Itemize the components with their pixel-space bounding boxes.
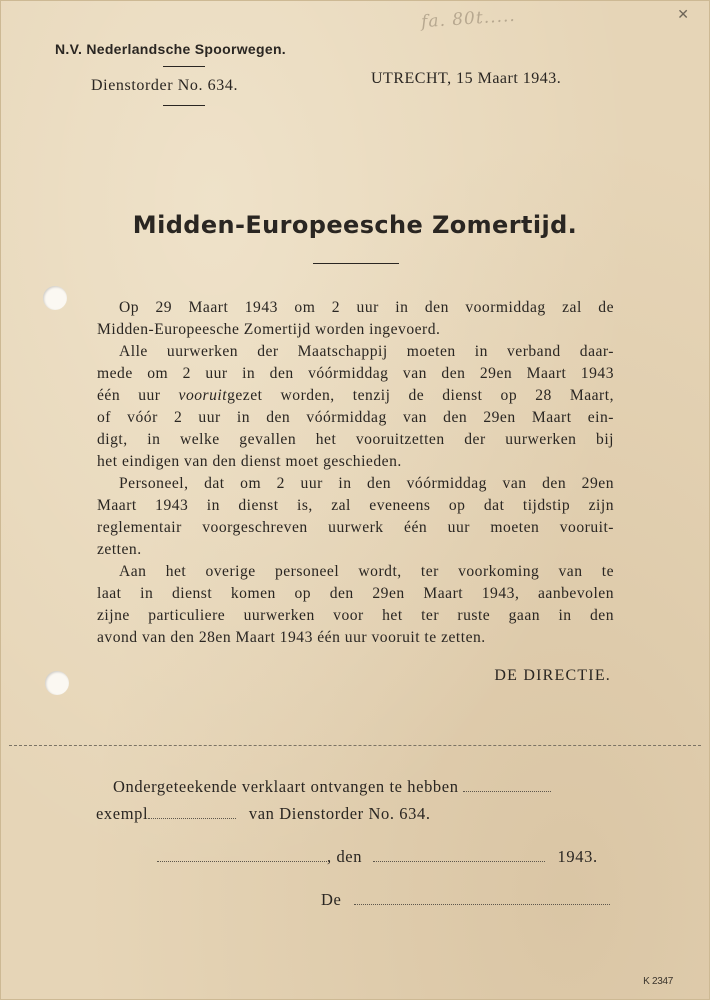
order-number: Dienstorder No. 634. bbox=[91, 77, 239, 94]
company-name: N.V. Nederlandsche Spoorwegen. bbox=[55, 41, 286, 57]
receipt-line-1 bbox=[113, 777, 551, 797]
title-underline bbox=[313, 263, 399, 264]
receipt-de: De bbox=[321, 890, 342, 909]
body-line: Midden-Europeesche Zomertijd worden ingevoerd. bbox=[97, 321, 441, 338]
body-line: mede om 2 uur in den vóórmiddag van den 29en Maart 1943 bbox=[97, 365, 614, 382]
header-rule-bottom bbox=[163, 105, 205, 106]
body-line: Personeel, dat om 2 uur in den vóórmiddag van den 29en bbox=[119, 475, 614, 492]
receipt-exempl: exempl bbox=[96, 804, 149, 823]
body-line: of vóór 2 uur in den vóórmiddag van den 29en Maart ein- bbox=[97, 409, 614, 426]
place-date: UTRECHT, 15 Maart 1943. bbox=[371, 70, 562, 87]
blank-date-field[interactable] bbox=[373, 849, 545, 862]
form-code: K 2347 bbox=[643, 976, 673, 987]
body-line: Alle uurwerken der Maatschappij moeten in verband daar- bbox=[119, 343, 614, 360]
body-line: reglementair voorgeschreven uurwerk één uur moeten vooruit- bbox=[97, 519, 614, 536]
body-line: Maart 1943 in dienst is, zal eveneens op dat tijdstip zijn bbox=[97, 497, 614, 514]
signature: DE DIRECTIE. bbox=[494, 667, 611, 684]
receipt-line-3 bbox=[157, 847, 598, 867]
body-line: het eindigen van den dienst moet geschieden. bbox=[97, 453, 402, 470]
body-line: Aan het overige personeel wordt, ter voorkoming van te bbox=[119, 563, 614, 580]
receipt-order-ref: van Dienstorder No. 634. bbox=[248, 804, 431, 823]
body-line: één uur vooruitgezet worden, tenzij de dienst op 28 Maart, bbox=[97, 387, 614, 404]
punch-hole-bottom bbox=[45, 671, 69, 695]
body-line: laat in dienst komen op den 29en Maart 1943, aanbevolen bbox=[97, 585, 614, 602]
corner-mark: ✕ bbox=[677, 7, 689, 23]
receipt-statement: Ondergeteekende verklaart ontvangen te hebben bbox=[113, 777, 459, 796]
document-title: Midden-Europeesche Zomertijd. bbox=[132, 211, 578, 239]
handwritten-scribble: fa. 80t..... bbox=[420, 5, 517, 33]
receipt-line-4 bbox=[321, 890, 610, 910]
header-rule-top bbox=[163, 66, 205, 67]
cut-line bbox=[9, 745, 701, 746]
blank-place-field[interactable] bbox=[157, 849, 327, 862]
body-text bbox=[97, 297, 614, 649]
blank-signature-field[interactable] bbox=[354, 892, 610, 905]
body-line: avond van den 28en Maart 1943 één uur vooruit te zetten. bbox=[97, 629, 486, 646]
receipt-line-2 bbox=[96, 804, 431, 824]
receipt-den: , den bbox=[327, 847, 363, 866]
body-line: Op 29 Maart 1943 om 2 uur in den voormiddag zal de bbox=[119, 299, 614, 316]
blank-count-field[interactable] bbox=[463, 779, 551, 792]
body-line: zetten. bbox=[97, 541, 142, 558]
punch-hole-top bbox=[43, 286, 67, 310]
blank-exemplaren-field[interactable] bbox=[148, 806, 236, 819]
body-line: zijne particuliere uurwerken voor het ter ruste gaan in den bbox=[97, 607, 614, 624]
receipt-year: 1943. bbox=[557, 847, 598, 866]
body-line: digt, in welke gevallen het vooruitzetten der uurwerken bij bbox=[97, 431, 614, 448]
